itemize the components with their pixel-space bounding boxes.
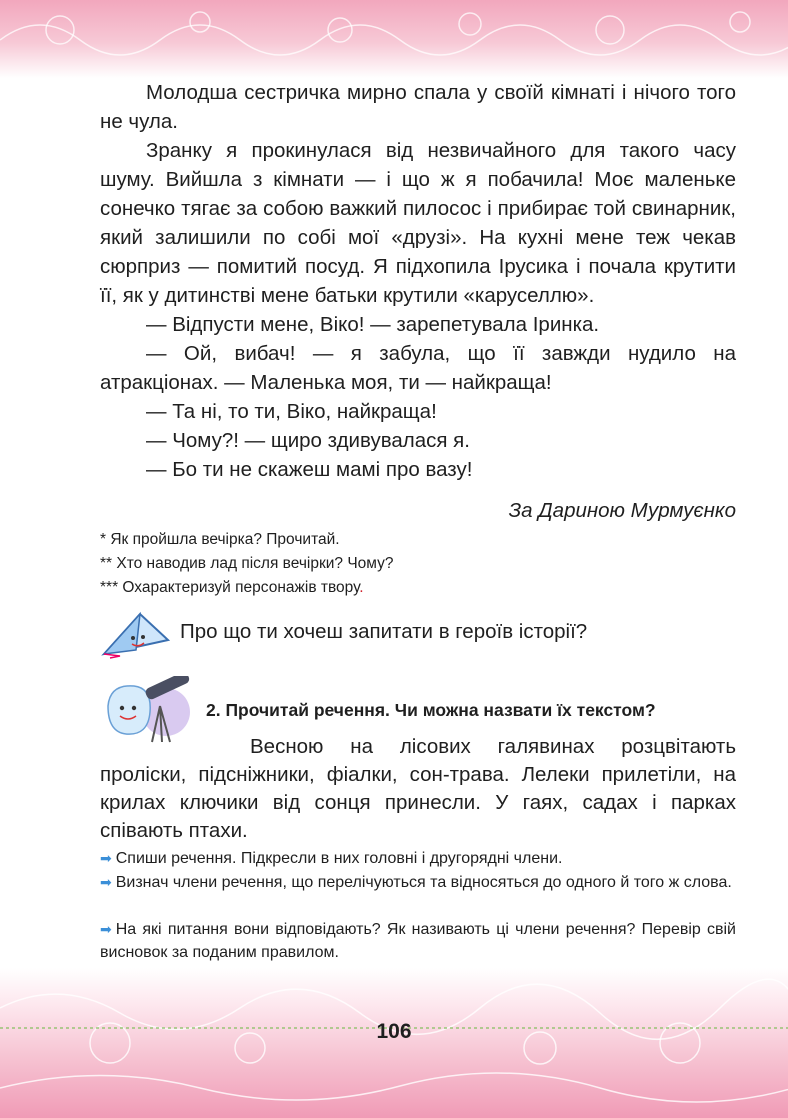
story-paragraph: Молодша сестричка мирно спала у своїй кімнаті і нічого того не чула. <box>100 81 736 133</box>
story-dialogue: — Відпусти мене, Віко! — зарепетувала Іринка. <box>146 313 600 336</box>
page-number: 106 <box>376 1020 412 1043</box>
story-paragraph: Зранку я прокинулася від незвичайного для такого часу шуму. Вийшла з кімнати — і що ж я побачила! Моє маленьке сонечко тягає за собою важкий пилосос і прибирає той свинарник, який залишили по собі мої «друзі». На кухні мене теж чекав сюрприз — помитий посуд. Я підхопила Ірусика і почала крутити її, як у дитинстві мене батьки крутили «каруселлю». <box>100 139 736 307</box>
arrow-right-icon: ➡ <box>100 921 112 937</box>
question-3 <box>100 577 364 599</box>
bullet-item-1 <box>100 847 736 870</box>
ask-heroes-prompt: Про що ти хочеш запитати в героїв історії? <box>180 620 588 643</box>
question-3-end: . <box>359 579 364 596</box>
question-2: ** Хто наводив лад після вечірки? Чому? <box>100 555 394 572</box>
question-3-text: *** Охарактеризуй персонажів твору <box>100 579 360 596</box>
story-dialogue: — Та ні, то ти, Віко, найкраща! <box>146 400 437 423</box>
task-2-text: Весною на лісових галявинах розцвітають проліски, підсніжники, фіалки, сон-трава. Лелеки прилетіли, на крилах ключики від сонця принесли. У гаях, садах і парках співають птахи. <box>100 735 736 842</box>
arrow-right-icon: ➡ <box>100 850 112 866</box>
question-1: * Як пройшла вечірка? Прочитай. <box>100 531 340 548</box>
task-2-text-block <box>100 733 736 845</box>
top-lace-ornament <box>0 0 788 78</box>
kite-character-icon <box>100 610 172 660</box>
story-text <box>100 78 736 484</box>
bullet-text: На які питання вони відповідають? Як називають ці члени речення? Перевір свій висновок за поданим правилом. <box>100 921 736 961</box>
bullet-item-2 <box>100 871 736 894</box>
arrow-right-icon: ➡ <box>100 874 112 890</box>
story-dialogue: — Бо ти не скажеш мамі про вазу! <box>146 458 473 481</box>
bullet-text: Спиши речення. Підкресли в них головні і другорядні члени. <box>115 850 563 867</box>
bullet-item-3 <box>100 918 736 964</box>
task-2-title: 2. Прочитай речення. Чи можна назвати їх текстом? <box>206 700 656 720</box>
bullet-text: Визнач члени речення, що перелічуються та відносяться до одного й того ж слова. <box>115 874 732 891</box>
story-dialogue: — Чому?! — щиро здивувалася я. <box>146 429 470 452</box>
story-author: За Дариною Мурмуєнко <box>508 499 736 522</box>
story-dialogue: — Ой, вибач! — я забула, що її завжди нудило на атракціонах. — Маленька моя, ти — найкраща! <box>100 342 736 394</box>
